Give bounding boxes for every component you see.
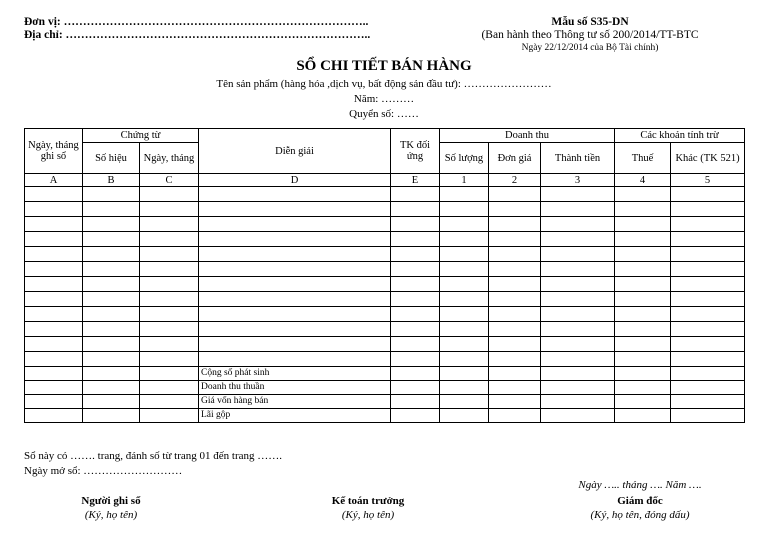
table-cell: [199, 217, 391, 232]
summary-row: [25, 395, 745, 409]
table-cell: [199, 262, 391, 277]
code-cell: 1: [440, 174, 489, 187]
table-cell: [541, 322, 615, 337]
col-desc-header: Diễn giải: [199, 129, 391, 174]
table-row: [25, 307, 745, 322]
table-cell: [83, 307, 140, 322]
date-line: Ngày ….. tháng …. Năm ….: [578, 479, 702, 491]
table-cell: [140, 292, 199, 307]
col-voucher-date-header: Ngày, tháng: [140, 143, 199, 174]
table-cell: [25, 352, 83, 367]
page-title: SỔ CHI TIẾT BÁN HÀNG: [296, 58, 472, 74]
table-row: [25, 322, 745, 337]
table-cell: [541, 277, 615, 292]
table-cell: [140, 337, 199, 352]
table-cell: [25, 187, 83, 202]
table-cell: [440, 187, 489, 202]
signature-director: [550, 494, 730, 522]
table-cell: [489, 202, 541, 217]
unit-info: [24, 16, 370, 42]
table-cell: [83, 277, 140, 292]
table-cell: [391, 277, 440, 292]
table-cell: [615, 307, 671, 322]
table-cell: [615, 262, 671, 277]
table-cell: [25, 307, 83, 322]
table-cell: [671, 217, 745, 232]
table-cell: [671, 187, 745, 202]
table-cell: [615, 277, 671, 292]
col-account-header: TK đối ứng: [391, 129, 440, 174]
table-row: [25, 292, 745, 307]
table-cell: [83, 262, 140, 277]
open-date-line: Ngày mở sổ: ………………………: [24, 465, 183, 477]
table-cell: [140, 247, 199, 262]
table-cell: [541, 187, 615, 202]
table-row: [25, 232, 745, 247]
product-line: Tên sản phẩm (hàng hóa ,dịch vụ, bất động sản đầu tư): ……………………: [216, 78, 552, 90]
table-cell: [541, 217, 615, 232]
table-cell: [440, 262, 489, 277]
table-cell: [199, 292, 391, 307]
table-cell: [25, 202, 83, 217]
table-cell: [671, 262, 745, 277]
table-row: [25, 337, 745, 352]
sig-note: (Ký, họ tên): [84, 509, 138, 521]
code-row: [25, 174, 745, 187]
table-cell: [615, 352, 671, 367]
sig-title: Kế toán trưởng: [331, 495, 405, 507]
signature-recorder: [21, 494, 201, 522]
code-cell: D: [199, 174, 391, 187]
table-cell: [391, 337, 440, 352]
table-cell: [489, 232, 541, 247]
code-cell: 4: [615, 174, 671, 187]
table-cell: [489, 262, 541, 277]
table-cell: [83, 217, 140, 232]
address-line: Địa chỉ: ……………………………………………………………………..: [24, 29, 371, 41]
table-cell: [140, 202, 199, 217]
table-cell: [25, 232, 83, 247]
table-cell: [199, 277, 391, 292]
table-cell: [83, 352, 140, 367]
sig-title: Giám đốc: [617, 495, 663, 507]
form-info: [440, 16, 740, 55]
table-cell: [541, 232, 615, 247]
table-cell: [440, 292, 489, 307]
table-cell: [199, 247, 391, 262]
table-cell: [671, 337, 745, 352]
table-cell: [489, 307, 541, 322]
table-cell: [541, 202, 615, 217]
summary-label: Doanh thu thuần: [199, 381, 391, 395]
table-cell: [440, 247, 489, 262]
col-other-header: Khác (TK 521): [671, 143, 745, 174]
table-cell: [440, 337, 489, 352]
code-cell: 5: [671, 174, 745, 187]
table-cell: [140, 322, 199, 337]
code-cell: E: [391, 174, 440, 187]
table-cell: [440, 322, 489, 337]
table-cell: [199, 187, 391, 202]
table-cell: [83, 337, 140, 352]
table-cell: [615, 187, 671, 202]
table-cell: [83, 202, 140, 217]
table-cell: [25, 322, 83, 337]
table-cell: [541, 247, 615, 262]
table-cell: [489, 247, 541, 262]
table-cell: [671, 247, 745, 262]
summary-label: Cộng số phát sinh: [199, 367, 391, 381]
table-cell: [83, 322, 140, 337]
col-voucher-header: Chứng từ: [83, 129, 199, 143]
col-qty-header: Số lượng: [440, 143, 489, 174]
table-cell: [615, 322, 671, 337]
table-cell: [391, 292, 440, 307]
table-cell: [541, 352, 615, 367]
form-code: Mẫu số S35-DN: [551, 16, 629, 28]
table-cell: [440, 352, 489, 367]
table-cell: [140, 232, 199, 247]
table-cell: [391, 202, 440, 217]
summary-label: Lãi gộp: [199, 409, 391, 423]
code-cell: C: [140, 174, 199, 187]
table-cell: [25, 247, 83, 262]
table-cell: [391, 307, 440, 322]
col-date-header: Ngày, tháng ghi sổ: [25, 129, 83, 174]
summary-row: [25, 381, 745, 395]
code-cell: 2: [489, 174, 541, 187]
table-cell: [489, 337, 541, 352]
table-row: [25, 247, 745, 262]
table-row: [25, 217, 745, 232]
summary-row: [25, 367, 745, 381]
table-cell: [83, 232, 140, 247]
table-cell: [489, 277, 541, 292]
table-cell: [541, 292, 615, 307]
col-revenue-header: Doanh thu: [440, 129, 615, 143]
table-cell: [140, 277, 199, 292]
table-cell: [671, 322, 745, 337]
sig-note: (Ký, họ tên): [341, 509, 395, 521]
table-cell: [83, 247, 140, 262]
code-cell: 3: [541, 174, 615, 187]
table-cell: [440, 307, 489, 322]
table-cell: [489, 217, 541, 232]
col-tax-header: Thuế: [615, 143, 671, 174]
table-cell: [489, 352, 541, 367]
table-cell: [615, 292, 671, 307]
table-cell: [391, 247, 440, 262]
table-cell: [615, 232, 671, 247]
table-cell: [541, 307, 615, 322]
sig-title: Người ghi sổ: [81, 495, 141, 507]
table-cell: [25, 217, 83, 232]
table-cell: [671, 232, 745, 247]
table-cell: [615, 337, 671, 352]
table-cell: [83, 187, 140, 202]
code-cell: B: [83, 174, 140, 187]
summary-label: Giá vốn hàng bán: [199, 395, 391, 409]
table-cell: [671, 352, 745, 367]
entry-rows: [25, 187, 745, 367]
table-cell: [25, 337, 83, 352]
table-cell: [199, 307, 391, 322]
table-cell: [199, 202, 391, 217]
table-cell: [25, 277, 83, 292]
volume-line: Quyển số: ……: [349, 108, 419, 120]
table-cell: [140, 217, 199, 232]
table-cell: [391, 217, 440, 232]
table-row: [25, 262, 745, 277]
table-cell: [489, 187, 541, 202]
table-row: [25, 277, 745, 292]
table-cell: [671, 307, 745, 322]
signature-chief-accountant: [278, 494, 458, 522]
table-cell: [391, 352, 440, 367]
summary-row: [25, 409, 745, 423]
table-cell: [489, 292, 541, 307]
unit-name-line: Đơn vị: ……………………………………………………………………..: [24, 16, 369, 28]
table-cell: [391, 322, 440, 337]
table-cell: [440, 232, 489, 247]
ledger-table: [24, 128, 745, 423]
code-cell: A: [25, 174, 83, 187]
table-cell: [391, 232, 440, 247]
table-cell: [615, 247, 671, 262]
table-cell: [440, 202, 489, 217]
table-cell: [541, 262, 615, 277]
table-cell: [541, 337, 615, 352]
table-cell: [391, 187, 440, 202]
table-cell: [25, 262, 83, 277]
table-cell: [489, 322, 541, 337]
table-cell: [440, 217, 489, 232]
table-row: [25, 352, 745, 367]
table-cell: [83, 292, 140, 307]
table-cell: [671, 202, 745, 217]
table-cell: [671, 277, 745, 292]
table-cell: [140, 352, 199, 367]
table-cell: [199, 337, 391, 352]
table-cell: [25, 292, 83, 307]
issued-by: (Ban hành theo Thông tư số 200/2014/TT-BTC: [481, 29, 699, 41]
table-cell: [140, 307, 199, 322]
table-cell: [615, 202, 671, 217]
table-cell: [440, 277, 489, 292]
table-cell: [199, 352, 391, 367]
table-cell: [140, 187, 199, 202]
year-line: Năm: ………: [353, 93, 415, 105]
sig-note: (Ký, họ tên, đóng dấu): [590, 509, 690, 521]
table-cell: [391, 262, 440, 277]
table-row: [25, 202, 745, 217]
table-cell: [140, 262, 199, 277]
col-price-header: Đơn giá: [489, 143, 541, 174]
issued-date: Ngày 22/12/2014 của Bộ Tài chính): [521, 43, 659, 53]
col-amount-header: Thành tiền: [541, 143, 615, 174]
table-cell: [615, 217, 671, 232]
table-row: [25, 187, 745, 202]
table-cell: [671, 292, 745, 307]
table-cell: [199, 232, 391, 247]
col-voucher-no-header: Số hiệu: [83, 143, 140, 174]
pages-line: Sổ này có ……. trang, đánh số từ trang 01 đến trang …….: [24, 450, 283, 462]
table-cell: [199, 322, 391, 337]
col-deductions-header: Các khoản tính trừ: [615, 129, 745, 143]
